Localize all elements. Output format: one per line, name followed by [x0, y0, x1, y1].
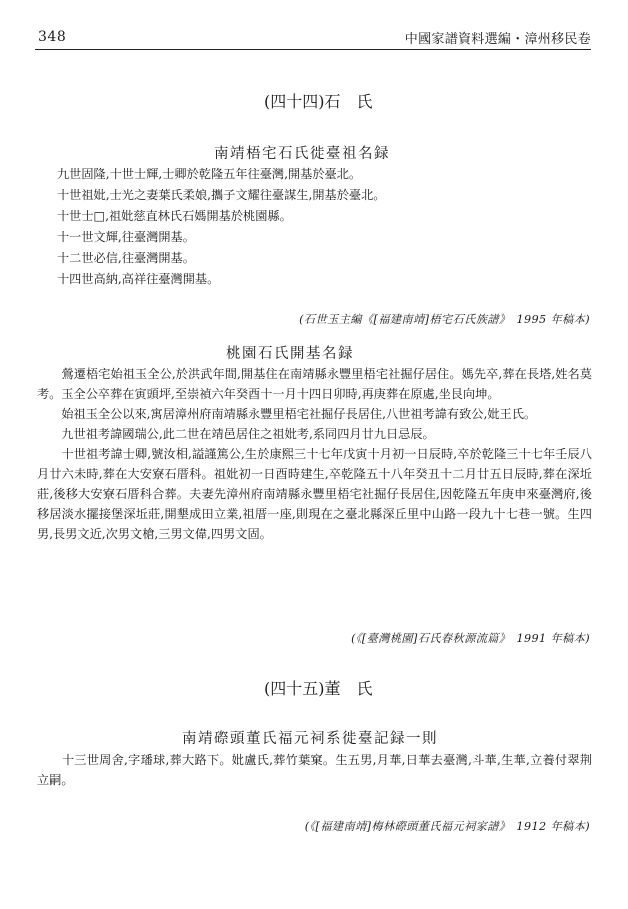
section-45-body [37, 750, 592, 790]
lineage-line: 九世固隆,十世士輝,士卿於乾隆五年往臺灣,開基於臺北。 [57, 167, 362, 181]
section-45-heading: 南靖磜頭董氏福元祠系徙臺記録一則 [182, 731, 438, 747]
lineage-line: 十一世文輝,往臺灣開基。 [57, 230, 195, 244]
section-44-part1-heading: 南靖梧宅石氏徙臺祖名録 [214, 146, 390, 162]
lineage-line: 十世士□,祖妣慈直林氏石媽開基於桃園縣。 [57, 209, 292, 223]
section-44-title: (四十四)石 氏 [264, 92, 373, 111]
source-citation: (《[臺灣桃園]石氏春秋源流篇》 1991 年稿本) [351, 632, 590, 645]
source-citation: (石世玉主編《[福建南靖]梧宅石氏族譜》 1995 年稿本) [299, 313, 590, 326]
running-title: 中國家譜資料選編・漳州移民卷 [404, 32, 591, 47]
header-rule [35, 49, 591, 50]
lineage-line: 十世祖妣,士光之妻葉氏柔娘,攜子文耀往臺謀生,開基於臺北。 [57, 188, 386, 202]
paragraph: 九世祖考諱國瑞公,此二世在靖邑居住之祖妣考,系同四月廿九日忌辰。 [37, 427, 435, 441]
section-44-part2-body [37, 364, 592, 544]
paragraph: 鶯遷梧宅始祖玉全公,於洪武年間,開基住在南靖縣永豐里梧宅社掘仔居住。媽先卒,葬在長塔,姓名莫考。玉全公卒葬在寅頭坪,至崇禎六年癸酉十一月十四日卯時,再庚葬在原處,坐艮向坤。 [37, 367, 592, 401]
section-45-title: (四十五)董 氏 [264, 679, 373, 698]
paragraph: 十世祖考諱士卿,號汝相,謚謹篤公,生於康熙三十七年戊寅十月初一日辰時,卒於乾隆三十七年壬辰八月廿六未時,葬在大安寮石厝科。祖妣初一日酉時建生,卒乾隆五十八年癸丑十二月廿五日辰時,葬在深坵莊,後移大安寮石厝科合葬。夫妻先漳州府南靖縣永豐里梧宅社掘仔長居住,因乾隆五年庚申來臺灣府,後移居淡水擺接堡深坵莊,開墾成田立業,祖厝一座,則現在之臺北縣深丘里中山路一段九十七巷一號。生四男,長男文近,次男文槍,三男文偉,四男文固。 [37, 447, 592, 541]
source-citation: (《[福建南靖]梅林磜頭董氏福元祠家譜》 1912 年稿本) [304, 820, 590, 833]
paragraph: 始祖玉全公以來,寓居漳州府南靖縣永豐里梧宅社掘仔長居住,八世祖考諱有致公,妣王氏。 [37, 407, 537, 421]
paragraph: 十三世周舍,字璠球,葬大路下。妣盧氏,葬竹葉窠。生五男,月華,日華去臺灣,斗華,生華,立養付翠荆立嗣。 [37, 753, 592, 787]
section-44-part2-heading: 桃園石氏開基名録 [226, 346, 354, 362]
page-number: 348 [38, 29, 67, 45]
lineage-line: 十二世必信,往臺灣開基。 [57, 251, 195, 265]
lineage-line: 十四世高納,高祥往臺灣開基。 [57, 272, 220, 286]
